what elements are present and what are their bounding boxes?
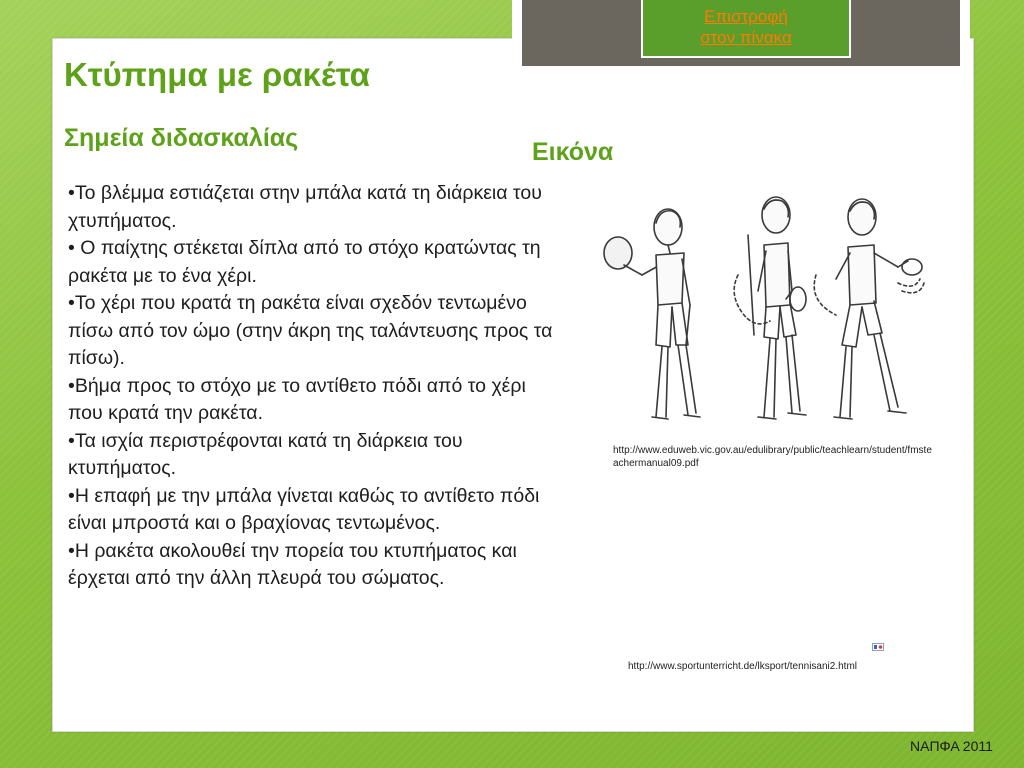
- player-figure-1: [604, 209, 700, 419]
- player-figure-2: [734, 197, 806, 419]
- back-button-line2[interactable]: στον πίνακα: [700, 28, 792, 47]
- broken-image-icon: [872, 643, 884, 651]
- player-figure-3: [814, 199, 924, 419]
- slide-title: Κτύπημα με ρακέτα: [64, 56, 370, 93]
- back-to-board-button[interactable]: [641, 0, 851, 58]
- forehand-sequence-illustration: [598, 195, 928, 435]
- teaching-point: •Η επαφή με την μπάλα γίνεται καθώς το αντίθετο πόδι είναι μπροστά και ο βραχίονας τεντωμένος.: [68, 484, 540, 534]
- teaching-point: •Τα ισχία περιστρέφονται κατά τη διάρκεια του κτυπήματος.: [68, 429, 463, 479]
- teaching-points-heading: Σημεία διδασκαλίας: [64, 124, 299, 152]
- picture-heading: Εικόνα: [532, 138, 614, 166]
- teaching-point: • Ο παίχτης στέκεται δίπλα από το στόχο κρατώντας τη ρακέτα με το ένα χέρι.: [68, 237, 541, 287]
- teaching-point: •Το βλέμμα εστιάζεται στην μπάλα κατά τη διάρκεια του χτυπήματος.: [68, 182, 542, 232]
- teaching-point: •Βήμα προς το στόχο με το αντίθετο πόδι από το χέρι που κρατά την ρακέτα.: [68, 374, 526, 424]
- teaching-point: •Η ρακέτα ακολουθεί την πορεία του κτυπήματος και έρχεται από την άλλη πλευρά του σώματος.: [68, 539, 517, 589]
- teaching-points-list: [68, 180, 558, 593]
- teaching-point: •Το χέρι που κρατά τη ρακέτα είναι σχεδόν τεντωμένο πίσω από τον ώμο (στην άκρη της ταλάντευσης προς τα πίσω).: [68, 292, 553, 369]
- back-button-line1[interactable]: Επιστροφή: [704, 7, 788, 26]
- image-source-link[interactable]: http://www.eduweb.vic.gov.au/edulibrary/public/teachlearn/student/fmsteachermanual09.pdf: [613, 445, 932, 469]
- animation-source-link[interactable]: http://www.sportunterricht.de/lksport/tennisani2.html: [628, 661, 857, 672]
- footer-label: ΝΑΠΦΑ 2011: [910, 738, 993, 754]
